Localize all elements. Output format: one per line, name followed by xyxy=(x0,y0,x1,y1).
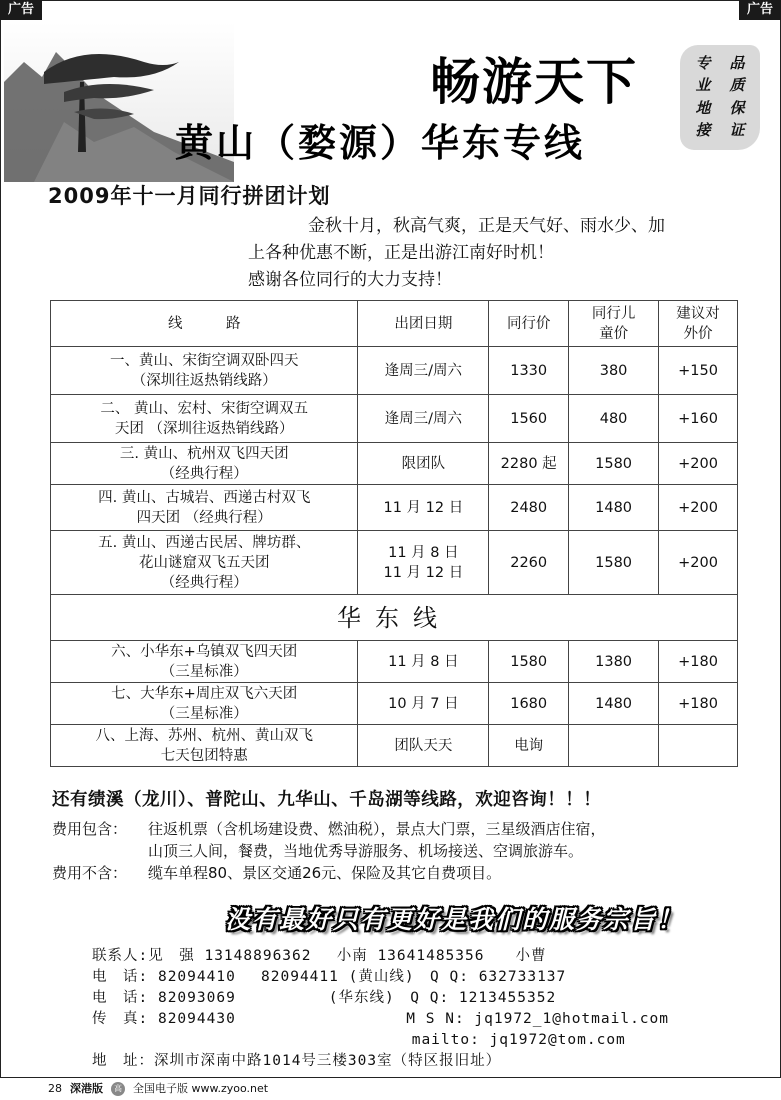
route-cell xyxy=(51,485,358,531)
route-line: 五. 黄山、西递古民居、牌坊群、 xyxy=(98,534,311,551)
route-line: （经典行程） xyxy=(160,574,248,591)
page-number: 28 xyxy=(48,1082,62,1095)
route-line: （三星标准） xyxy=(160,705,248,722)
route-cell xyxy=(51,347,358,395)
table-row xyxy=(51,683,738,725)
contact-line: 电 话: 82093069 (华东线) Q Q: 1213455352 xyxy=(92,990,557,1006)
date-cell: 逢周三/周六 xyxy=(358,347,489,395)
header-line: 同行儿 xyxy=(591,305,636,322)
route-line: 六、小华东+乌镇双飞四天团 xyxy=(111,643,298,660)
section-title: 华东线 xyxy=(51,595,738,641)
table-row xyxy=(51,725,738,767)
section-header-row xyxy=(51,595,738,641)
route-line: （深圳往返热销线路） xyxy=(131,372,277,389)
route-line: 四天团 （经典行程） xyxy=(136,509,272,526)
table-row xyxy=(51,347,738,395)
suggested-price-cell: +180 xyxy=(659,641,738,683)
table-row xyxy=(51,485,738,531)
route-line: （三星标准） xyxy=(160,663,248,680)
route-line: 三. 黄山、杭州双飞四天团 xyxy=(119,445,289,462)
fee-include-text: 往返机票（含机场建设费、燃油税），景点大门票，三星级酒店住宿， xyxy=(148,820,606,838)
contact-line: mailto: jq1972@tom.com xyxy=(92,1032,626,1048)
fee-include-cont: 山顶三人间，餐费，当地优秀导游服务、机场接送、空调旅游车。 xyxy=(148,842,584,860)
plan-title: 2009年十一月同行拼团计划 xyxy=(48,184,331,208)
ad-tag-left: 广告 xyxy=(0,0,42,20)
fee-include-label: 费用包含： xyxy=(52,820,128,838)
price-cell: 2480 xyxy=(489,485,569,531)
date-cell: 10 月 7 日 xyxy=(358,683,489,725)
more-routes-note: 还有绩溪（龙川）、普陀山、九华山、千岛湖等线路，欢迎咨询！！！ xyxy=(52,790,602,810)
price-cell: 1560 xyxy=(489,395,569,443)
subhead-title: 黄山（婺源）华东专线 xyxy=(175,121,586,165)
header-price: 同行价 xyxy=(489,301,569,347)
suggested-price-cell: +200 xyxy=(659,485,738,531)
header-child-price xyxy=(569,301,659,347)
intro-line: 金秋十月，秋高气爽，正是天气好、雨水少、加 xyxy=(308,216,665,236)
price-cell: 1580 xyxy=(489,641,569,683)
child-price-cell: 1580 xyxy=(569,443,659,485)
suggested-price-cell: +200 xyxy=(659,443,738,485)
child-price-cell: 1380 xyxy=(569,641,659,683)
route-line: 七天包团特惠 xyxy=(160,747,248,764)
fee-include-line xyxy=(52,818,752,840)
fee-exclude-label: 费用不含： xyxy=(52,864,128,882)
table-row xyxy=(51,395,738,443)
table-row xyxy=(51,443,738,485)
route-price-table xyxy=(50,300,738,767)
route-cell xyxy=(51,683,358,725)
seal-char: 地 xyxy=(695,98,711,117)
header-suggested-price xyxy=(659,301,738,347)
route-line: 七、大华东+周庄双飞六天团 xyxy=(111,685,298,702)
date-cell xyxy=(358,531,489,595)
date-cell: 限团队 xyxy=(358,443,489,485)
publication-logo-icon: 高 xyxy=(111,1082,125,1096)
seal-char: 接 xyxy=(695,120,711,139)
route-cell xyxy=(51,641,358,683)
date-line: 11 月 12 日 xyxy=(383,564,464,581)
child-price-cell: 380 xyxy=(569,347,659,395)
service-slogan: 没有最好只有更好是我们的服务宗旨！ xyxy=(225,905,685,934)
table-header-row xyxy=(51,301,738,347)
edition-label: 深港版 xyxy=(70,1082,103,1095)
header-line: 外价 xyxy=(683,325,713,342)
route-line: 天团 （深圳往返热销线路） xyxy=(114,420,294,437)
header-line: 建议对 xyxy=(676,305,720,322)
route-line: 花山谜窟双飞五天团 xyxy=(138,554,270,571)
header-date: 出团日期 xyxy=(358,301,489,347)
route-line: （经典行程） xyxy=(160,465,248,482)
child-price-cell xyxy=(569,725,659,767)
price-cell: 1330 xyxy=(489,347,569,395)
route-line: 一、黄山、宋街空调双卧四天 xyxy=(109,352,299,369)
route-cell xyxy=(51,395,358,443)
table-row xyxy=(51,641,738,683)
seal-char: 保 xyxy=(729,98,745,117)
child-price-cell: 1580 xyxy=(569,531,659,595)
fee-exclude-line xyxy=(52,862,752,884)
route-cell xyxy=(51,443,358,485)
suggested-price-cell: +180 xyxy=(659,683,738,725)
price-cell: 电询 xyxy=(489,725,569,767)
intro-line: 上各种优惠不断，正是出游江南好时机！ xyxy=(248,243,554,263)
contact-line: 地 址：深圳市深南中路1014号三楼303室（特区报旧址） xyxy=(92,1053,502,1069)
seal-char: 证 xyxy=(729,120,745,139)
child-price-cell: 1480 xyxy=(569,485,659,531)
intro-line: 感谢各位同行的大力支持！ xyxy=(248,270,452,290)
contact-line: 电 话: 82094410 82094411 (黄山线) Q Q: 632733137 xyxy=(92,969,567,985)
route-cell xyxy=(51,725,358,767)
date-cell: 11 月 12 日 xyxy=(358,485,489,531)
contact-line: 联系人:见 强 13148896362 小南 13641485356 小曹 xyxy=(92,948,547,964)
seal-char: 品 xyxy=(729,54,745,72)
seal-char: 质 xyxy=(729,76,745,95)
route-line: 二、 黄山、宏村、宋街空调双五 xyxy=(100,400,309,417)
route-line: 四. 黄山、古城岩、西递古村双飞 xyxy=(98,489,311,506)
date-line: 11 月 8 日 xyxy=(388,544,459,561)
ad-tag-right: 广告 xyxy=(739,0,781,20)
quality-seal xyxy=(680,45,760,150)
price-cell: 2280 起 xyxy=(489,443,569,485)
price-cell: 1680 xyxy=(489,683,569,725)
contact-line: 传 真: 82094430 M S N: jq1972_1@hotmail.com xyxy=(92,1011,669,1027)
price-cell: 2260 xyxy=(489,531,569,595)
page-footer xyxy=(48,1080,268,1098)
seal-char: 业 xyxy=(695,76,711,95)
national-edition-link[interactable]: 全国电子版 www.zyoo.net xyxy=(133,1082,269,1095)
suggested-price-cell: +200 xyxy=(659,531,738,595)
suggested-price-cell: +150 xyxy=(659,347,738,395)
route-cell xyxy=(51,531,358,595)
suggested-price-cell: +160 xyxy=(659,395,738,443)
intro-text xyxy=(248,213,758,294)
fees-block xyxy=(52,818,752,884)
headline: 畅游天下 xyxy=(430,52,638,111)
date-cell: 团队天天 xyxy=(358,725,489,767)
header-route: 线 路 xyxy=(51,301,358,347)
child-price-cell: 480 xyxy=(569,395,659,443)
suggested-price-cell xyxy=(659,725,738,767)
header-line: 童价 xyxy=(599,325,629,342)
seal-char: 专 xyxy=(695,54,711,72)
table-row xyxy=(51,531,738,595)
date-cell: 11 月 8 日 xyxy=(358,641,489,683)
child-price-cell: 1480 xyxy=(569,683,659,725)
date-cell: 逢周三/周六 xyxy=(358,395,489,443)
route-line: 八、上海、苏州、杭州、黄山双飞 xyxy=(95,727,313,744)
fee-exclude-text: 缆车单程80、景区交通26元、保险及其它自费项目。 xyxy=(148,864,502,882)
contact-block xyxy=(92,946,669,1072)
